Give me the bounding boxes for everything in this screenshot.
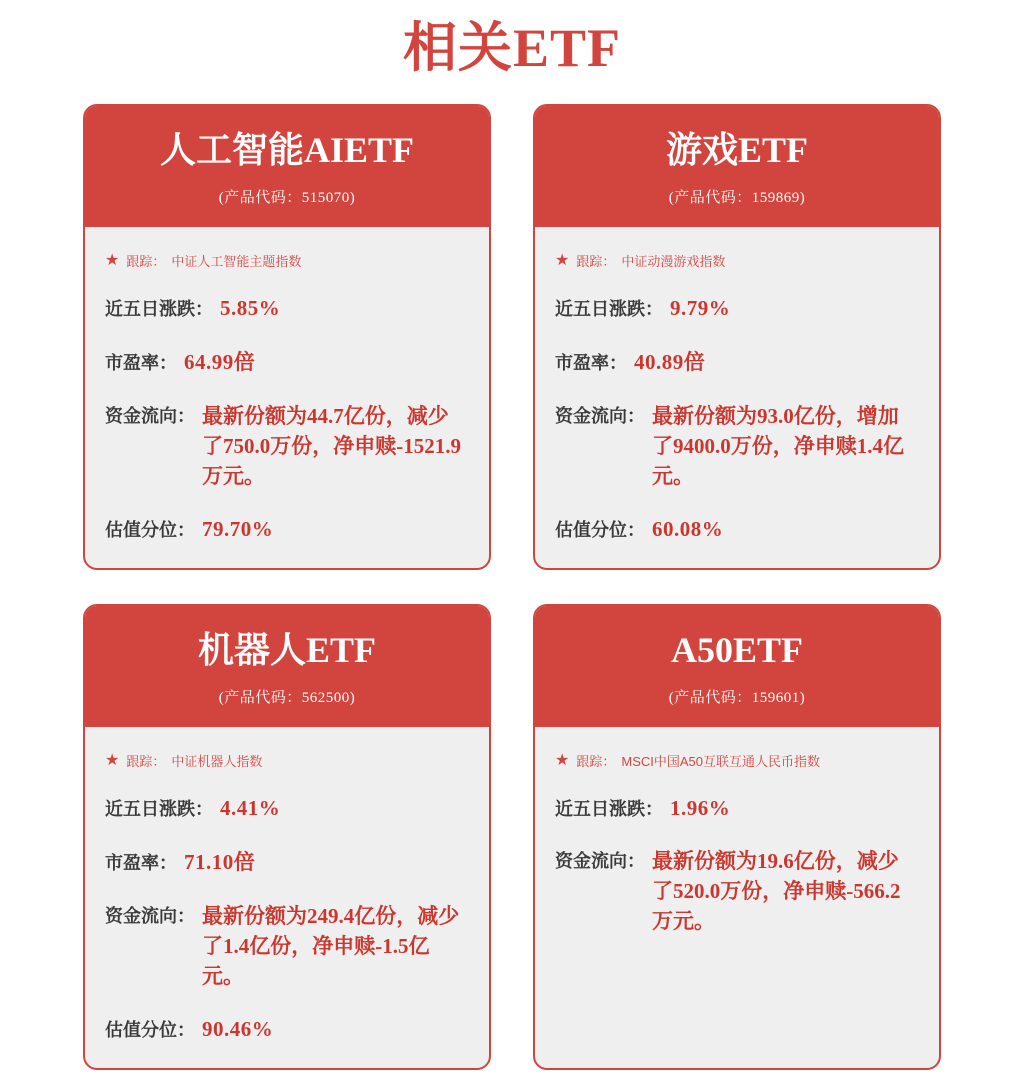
five-day-change-label: 近五日涨跌：	[105, 299, 213, 319]
tracking-index: 中证机器人指数	[171, 754, 263, 769]
tracking-row	[105, 751, 467, 770]
card-body	[85, 227, 489, 568]
card-product-code: (产品代码：515070)	[218, 190, 356, 206]
card-title: A50ETF	[670, 630, 803, 670]
valuation-percentile-row	[105, 516, 467, 542]
star-icon: ★	[105, 251, 120, 269]
fund-flow-row	[105, 401, 467, 491]
valuation-percentile-label: 估值分位：	[105, 520, 195, 540]
etf-card-a50	[533, 604, 941, 1070]
pe-ratio-value: 64.99倍	[184, 350, 256, 374]
valuation-percentile-label: 估值分位：	[105, 1020, 195, 1040]
pe-ratio-label: 市盈率：	[555, 353, 627, 373]
page-title: 相关ETF	[402, 18, 622, 78]
card-header	[535, 606, 939, 727]
tracking-row	[555, 251, 917, 270]
card-product-code: (产品代码：159869)	[668, 190, 806, 206]
card-header	[85, 106, 489, 227]
tracking-label: 跟踪：	[126, 254, 166, 269]
card-body	[535, 727, 939, 1068]
fund-flow-label: 资金流向：	[105, 906, 195, 926]
pe-ratio-row	[105, 346, 467, 376]
five-day-change-value: 9.79%	[670, 296, 731, 320]
fund-flow-label: 资金流向：	[555, 851, 645, 871]
card-title: 人工智能AIETF	[159, 130, 415, 170]
tracking-index: 中证动漫游戏指数	[621, 254, 726, 269]
tracking-label: 跟踪：	[126, 754, 166, 769]
fund-flow-row	[555, 401, 917, 491]
etf-card-ai	[83, 104, 491, 570]
card-body	[85, 727, 489, 1068]
etf-card-robot	[83, 604, 491, 1070]
pe-ratio-value: 40.89倍	[634, 350, 706, 374]
card-header	[535, 106, 939, 227]
fund-flow-value: 最新份额为93.0亿份，增加了9400.0万份，净申赎1.4亿元。	[652, 404, 904, 488]
star-icon: ★	[105, 751, 120, 769]
valuation-percentile-value: 90.46%	[202, 1017, 274, 1041]
five-day-change-label: 近五日涨跌：	[105, 799, 213, 819]
five-day-change-row	[105, 795, 467, 821]
valuation-percentile-label: 估值分位：	[555, 520, 645, 540]
tracking-label: 跟踪：	[576, 254, 616, 269]
valuation-percentile-value: 60.08%	[652, 517, 724, 541]
five-day-change-row	[555, 795, 917, 821]
tracking-row	[105, 251, 467, 270]
pe-ratio-label: 市盈率：	[105, 353, 177, 373]
fund-flow-row	[105, 901, 467, 991]
five-day-change-label: 近五日涨跌：	[555, 299, 663, 319]
star-icon: ★	[555, 251, 570, 269]
five-day-change-row	[105, 295, 467, 321]
tracking-row	[555, 751, 917, 770]
fund-flow-label: 资金流向：	[105, 406, 195, 426]
etf-card-game	[533, 104, 941, 570]
etf-card-grid	[0, 104, 1024, 1070]
star-icon: ★	[555, 751, 570, 769]
fund-flow-row	[555, 846, 917, 936]
tracking-index: MSCI中国A50互联互通人民币指数	[621, 754, 820, 769]
card-title: 机器人ETF	[197, 630, 376, 670]
card-product-code: (产品代码：159601)	[668, 690, 806, 706]
pe-ratio-row	[105, 846, 467, 876]
card-title: 游戏ETF	[665, 130, 808, 170]
card-header	[85, 606, 489, 727]
pe-ratio-row	[555, 346, 917, 376]
five-day-change-label: 近五日涨跌：	[555, 799, 663, 819]
five-day-change-value: 5.85%	[220, 296, 281, 320]
tracking-label: 跟踪：	[576, 754, 616, 769]
valuation-percentile-value: 79.70%	[202, 517, 274, 541]
tracking-index: 中证人工智能主题指数	[171, 254, 302, 269]
fund-flow-label: 资金流向：	[555, 406, 645, 426]
card-product-code: (产品代码：562500)	[218, 690, 356, 706]
valuation-percentile-row	[555, 516, 917, 542]
five-day-change-value: 1.96%	[670, 796, 731, 820]
fund-flow-value: 最新份额为249.4亿份，减少了1.4亿份，净申赎-1.5亿元。	[202, 904, 460, 988]
valuation-percentile-row	[105, 1016, 467, 1042]
fund-flow-value: 最新份额为19.6亿份，减少了520.0万份，净申赎-566.2万元。	[652, 849, 901, 933]
pe-ratio-value: 71.10倍	[184, 850, 256, 874]
pe-ratio-label: 市盈率：	[105, 853, 177, 873]
five-day-change-value: 4.41%	[220, 796, 281, 820]
card-body	[535, 227, 939, 568]
five-day-change-row	[555, 295, 917, 321]
fund-flow-value: 最新份额为44.7亿份，减少了750.0万份，净申赎-1521.9万元。	[202, 404, 461, 488]
